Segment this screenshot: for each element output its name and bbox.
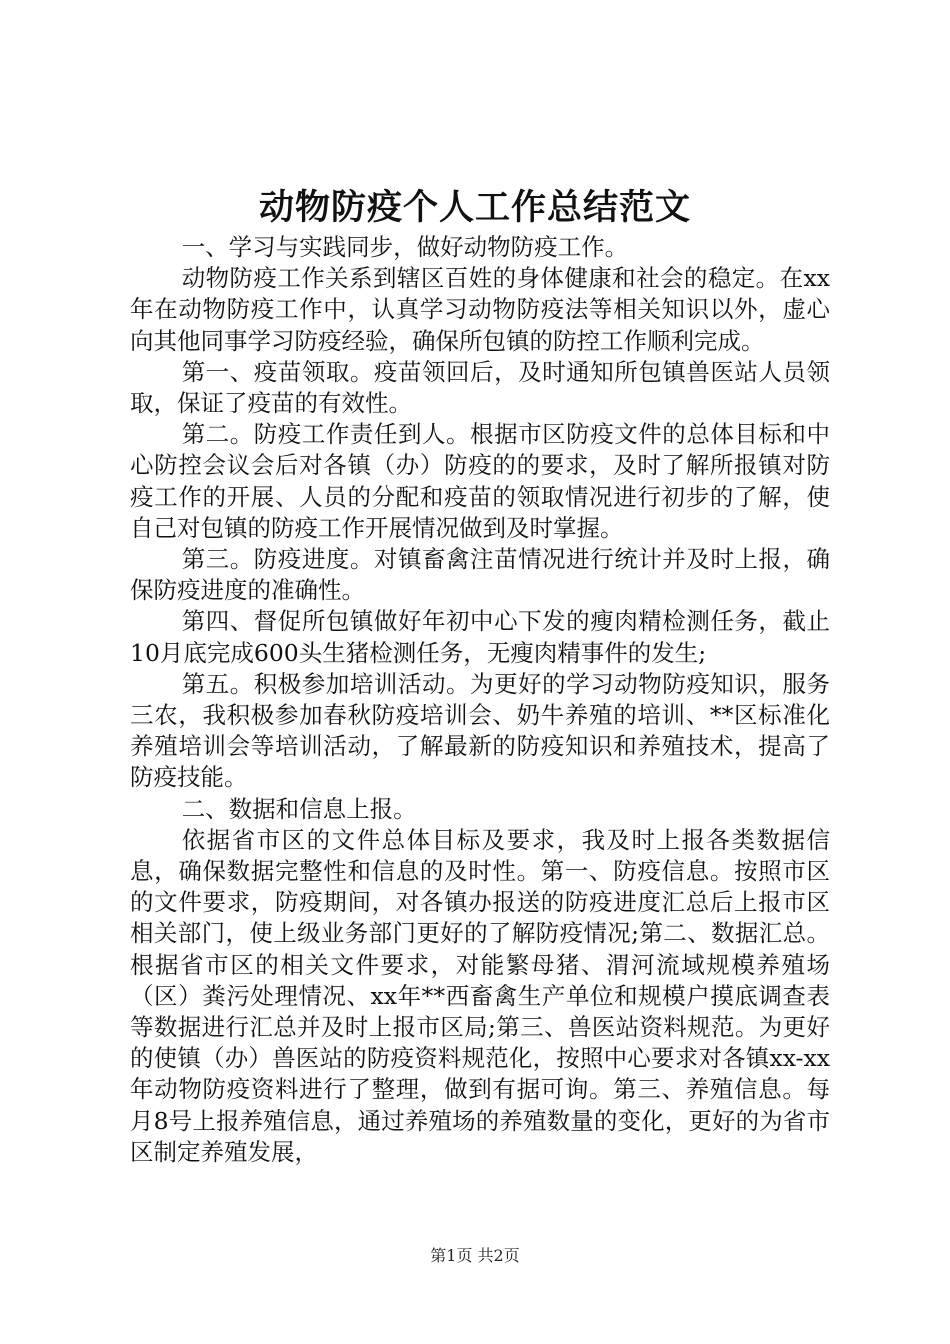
section-heading-2: 二、数据和信息上报。 [181,794,417,823]
document-title: 动物防疫个人工作总结范文 [258,187,691,228]
paragraph-item-5: 第五。积极参加培训活动。为更好的学习动物防疫知识，服务三农，我积极参加春秋防疫培训会、奶牛养殖的培训、**区标准化养殖培训会等培训活动，了解最新的防疫知识和养殖技术，提高了防疫技能。 [130,669,830,792]
paragraph-item-4: 第四、督促所包镇做好年初中心下发的瘦肉精检测任务，截止10月底完成600头生猪检测任务，无瘦肉精事件的发生; [130,607,830,667]
paragraph-data-report: 依据省市区的文件总体目标及要求，我及时上报各类数据信息，确保数据完整性和信息的及时性。第一、防疫信息。按照市区的文件要求，防疫期间，对各镇办报送的防疫进度汇总后上报市区相关部门，使上级业务部门更好的了解防疫情况;第二、数据汇总。根据省市区的相关文件要求，对能繁母猪、渭河流域规模养殖场（区）粪污处理情况、xx年**西畜禽生产单位和规模户摸底调查表等数据进行汇总并及时上报市区局;第三、兽医站资料规范。为更好的使镇（办）兽医站的防疫资料规范化，按照中心要求对各镇xx-xx年动物防疫资料进行了整理，做到有据可询。第三、养殖信息。每月8号上报养殖信息，通过养殖场的养殖数量的变化，更好的为省市区制定养殖发展， [130,825,830,1166]
paragraph-item-3: 第三。防疫进度。对镇畜禽注苗情况进行统计并及时上报，确保防疫进度的准确性。 [130,545,830,605]
document-body [130,232,830,1168]
section-heading-1: 一、学习与实践同步，做好动物防疫工作。 [181,233,629,261]
page-footer: 第1页 共2页 [430,1246,520,1265]
paragraph-item-1: 第一、疫苗领取。疫苗领回后，及时通知所包镇兽医站人员领取，保证了疫苗的有效性。 [130,357,830,418]
paragraph-intro: 动物防疫工作关系到辖区百姓的身体健康和社会的稳定。在xx年在动物防疫工作中，认真学习动物防疫法等相关知识以外，虚心向其他同事学习防疫经验，确保所包镇的防控工作顺利完成。 [130,264,830,355]
paragraph-item-2: 第二。防疫工作责任到人。根据市区防疫文件的总体目标和中心防控会议会后对各镇（办）防疫的的要求，及时了解所报镇对防疫工作的开展、人员的分配和疫苗的领取情况进行初步的了解，使自己对包镇的防疫工作开展情况做到及时掌握。 [130,420,830,542]
